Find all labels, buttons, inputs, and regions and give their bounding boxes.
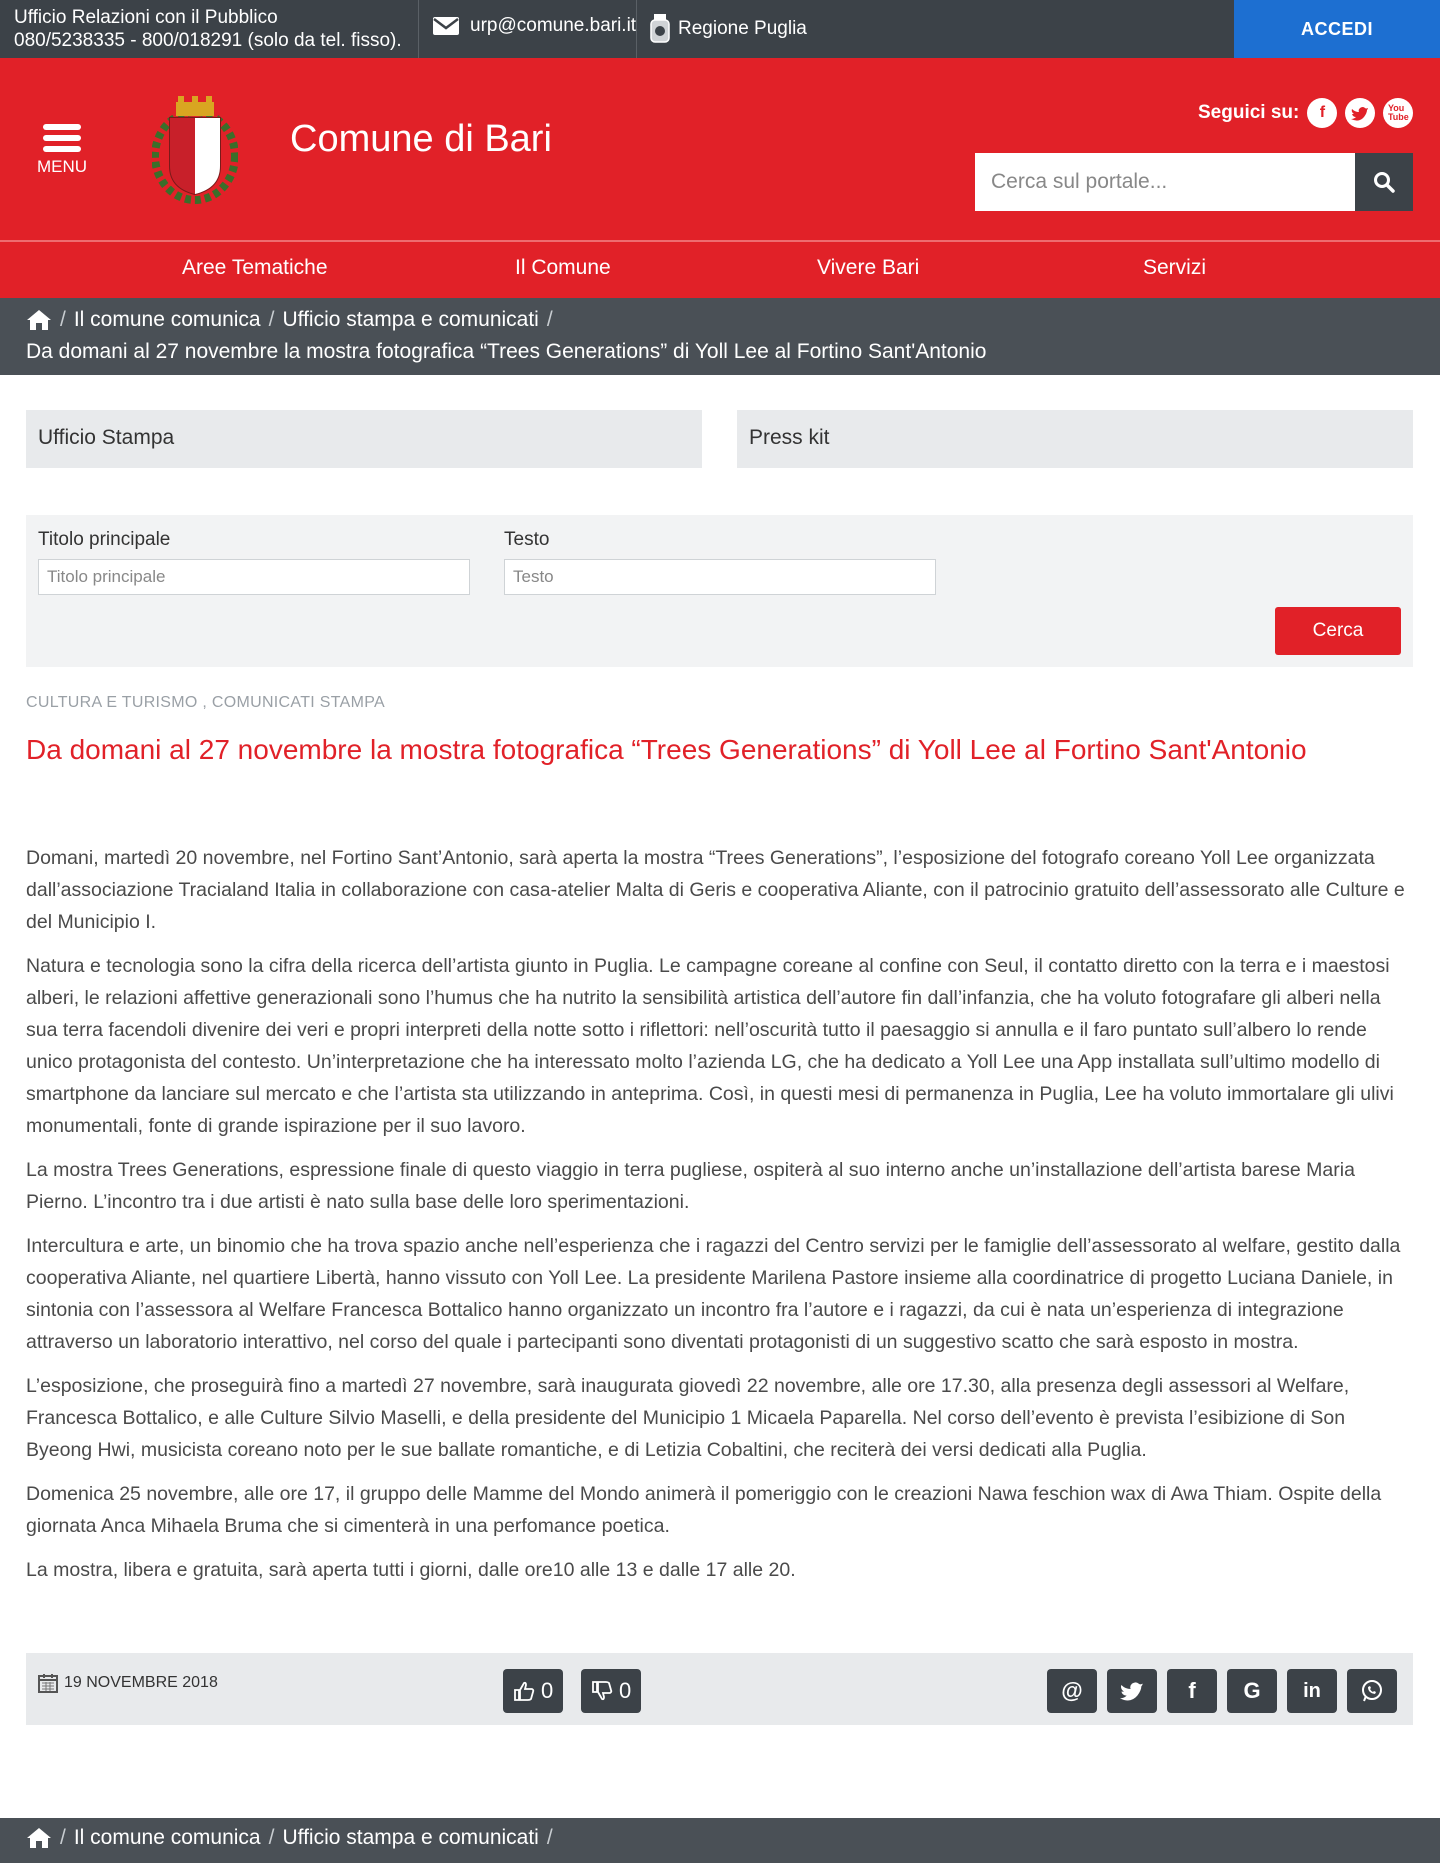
- share-twitter-button[interactable]: [1107, 1669, 1157, 1713]
- urp-title: Ufficio Relazioni con il Pubblico: [14, 7, 278, 28]
- share-linkedin-button[interactable]: [1287, 1669, 1337, 1713]
- title-field[interactable]: [38, 559, 470, 595]
- search-icon: [1373, 171, 1395, 193]
- social-follow: [1198, 98, 1413, 128]
- section-press-kit[interactable]: Press kit: [737, 410, 1413, 468]
- search-filter-form: [26, 515, 1413, 667]
- search-input[interactable]: [975, 153, 1355, 211]
- dislike-button[interactable]: [581, 1669, 641, 1713]
- region-crest-icon: [648, 12, 672, 46]
- like-count: 0: [541, 1678, 554, 1703]
- calendar-icon: [38, 1673, 58, 1693]
- at-icon: @: [1061, 1678, 1083, 1703]
- breadcrumb: [0, 298, 1440, 375]
- home-icon[interactable]: [26, 309, 52, 331]
- article-body: [26, 842, 1416, 1598]
- breadcrumb-separator: /: [268, 308, 275, 331]
- top-utility-bar: [0, 0, 1440, 58]
- email-link[interactable]: [432, 15, 636, 37]
- breadcrumb-current: Da domani al 27 novembre la mostra fotografica “Trees Generations” di Yoll Lee al Fortino Sant'Antonio: [26, 340, 987, 363]
- twitter-icon: [1120, 1681, 1144, 1701]
- hamburger-icon: [43, 124, 81, 130]
- portal-search: [975, 153, 1413, 211]
- article-categories[interactable]: CULTURA E TURISMO , COMUNICATI STAMPA: [26, 694, 385, 711]
- article-paragraph: Natura e tecnologia sono la cifra della ricerca dell’artista giunto in Puglia. Le campagne coreane al confine con Seul, il contatto diretto con la terra e i maestosi alberi, le relazioni affettive generazionali sono l’humus che ha nutrito la sensibilità artistica dell’autore fin dall’infanzia, che ha voluto fotografare gli alberi nella sua terra facendoli divenire dei veri e propri interpreti della notte sotto i riflettori: nell’oscurità tutto il paesaggio si annulla e il faro puntato sull’albero lo rende unico protagonista del contesto. Un’interpretazione che ha interessato molto l’azienda LG, che ha dedicato a Yoll Lee una App installata sull’ultimo modello di smartphone da lanciare sul mercato e che l’artista sta utilizzando in anteprima. Così, in questi mesi di permanenza in Puglia, Lee ha voluto immortalare gli ulivi monumentali, fonte di grande ispirazione per il suo lavoro.: [26, 955, 1394, 1137]
- hamburger-icon-bar: [43, 135, 81, 141]
- thumbs-down-icon: [591, 1680, 613, 1702]
- breadcrumb-separator: /: [60, 1826, 66, 1849]
- envelope-icon: [432, 16, 460, 36]
- nav-item-il-comune[interactable]: Il Comune: [515, 256, 611, 279]
- site-header: [0, 58, 1440, 240]
- whatsapp-icon: [1360, 1679, 1384, 1703]
- share-whatsapp-button[interactable]: [1347, 1669, 1397, 1713]
- article-paragraph: L’esposizione, che proseguirà fino a martedì 27 novembre, sarà inaugurata giovedì 22 novembre, alle ore 17.30, alla presenza degli assessori al Welfare, Francesca Bottalico, e alle Culture Silvio Maselli, e della presidente del Municipio 1 Micaela Paparella. Nel corso dell’evento è prevista l’esibizione di Son Byeong Hwi, musicista coreano noto per le sue ballate romantiche, e di Letizia Cobaltini, che reciterà dei versi dedicati alla Puglia.: [26, 1375, 1350, 1461]
- article-footer-bar: [26, 1653, 1413, 1725]
- share-google-button[interactable]: [1227, 1669, 1277, 1713]
- nav-item-servizi[interactable]: Servizi: [1143, 256, 1207, 279]
- dislike-count: 0: [619, 1678, 632, 1703]
- home-icon[interactable]: [26, 1827, 52, 1849]
- linkedin-icon: in: [1303, 1679, 1321, 1702]
- follow-label: Seguici su:: [1198, 102, 1300, 123]
- breadcrumb-item[interactable]: Il comune comunica: [73, 308, 261, 331]
- menu-button[interactable]: [34, 124, 90, 177]
- breadcrumb-separator: /: [546, 308, 553, 331]
- urp-phones: 080/5238335 - 800/018291 (solo da tel. fisso).: [14, 30, 402, 51]
- login-button[interactable]: ACCEDI: [1234, 0, 1440, 58]
- breadcrumb-separator: /: [268, 1826, 275, 1849]
- urp-contact: [14, 6, 402, 52]
- google-icon: G: [1243, 1678, 1261, 1703]
- main-nav: [0, 240, 1440, 298]
- article-title: Da domani al 27 novembre la mostra fotografica “Trees Generations” di Yoll Lee al Fortino Sant'Antonio: [26, 734, 1307, 765]
- facebook-icon[interactable]: f: [1307, 98, 1337, 128]
- article-paragraph: La mostra, libera e gratuita, sarà aperta tutti i giorni, dalle ore10 alle 13 e dalle 17 alle 20.: [26, 1559, 796, 1581]
- share-email-button[interactable]: [1047, 1669, 1097, 1713]
- article-paragraph: La mostra Trees Generations, espressione finale di questo viaggio in terra pugliese, ospiterà al suo interno anche un’installazione dell’artista barese Maria Pierno. L’incontro tra i due artisti è nato sulla base delle loro sperimentazioni.: [26, 1159, 1355, 1213]
- youtube-icon[interactable]: You Tube: [1383, 98, 1413, 128]
- region-text: Regione Puglia: [678, 18, 807, 39]
- filter-search-button[interactable]: Cerca: [1275, 607, 1401, 655]
- hamburger-icon-bar: [43, 146, 81, 152]
- breadcrumb-separator: /: [60, 308, 66, 331]
- date-text: 19 NOVEMBRE 2018: [64, 1674, 218, 1691]
- breadcrumb-separator: /: [546, 1826, 553, 1849]
- region-link[interactable]: [648, 12, 807, 46]
- like-button[interactable]: [503, 1669, 563, 1713]
- divider: [418, 0, 419, 58]
- article-paragraph: Intercultura e arte, un binomio che ha trova spazio anche nell’esperienza che i ragazzi del Centro servizi per le famiglie dell’assessorato al welfare, gestito dalla cooperativa Aliante, nel quartiere Libertà, hanno vissuto con Yoll Lee. La presidente Marilena Pastore insieme alla coordinatrice di progetto Luciana Daniele, in sintonia con l’assessora al Welfare Francesca Bottalico hanno organizzato un incontro fra l’autore e i ragazzi, da cui è nata un’esperienza di integrazione attraverso un laboratorio interattivo, nel corso del quale i partecipanti sono diventati protagonisti di un suggestivo scatto che sarà esposto in mostra.: [26, 1235, 1401, 1353]
- breadcrumb-bottom: [0, 1818, 1440, 1863]
- text-field-label: Testo: [504, 529, 550, 550]
- divider: [636, 0, 637, 58]
- section-ufficio-stampa[interactable]: Ufficio Stampa: [26, 410, 702, 468]
- article-paragraph: Domani, martedì 20 novembre, nel Fortino Sant’Antonio, sarà aperta la mostra “Trees Generations”, l’esposizione del fotografo coreano Yoll Lee organizzata dall’associazione Tracialand Italia in collaborazione con casa-atelier Malta di Geris e cooperativa Aliante, con il patrocinio gratuito dell’assessorato alle Culture e del Municipio I.: [26, 847, 1405, 933]
- search-button[interactable]: [1355, 153, 1413, 211]
- thumbs-up-icon: [513, 1680, 535, 1702]
- breadcrumb-item[interactable]: Il comune comunica: [73, 1826, 261, 1849]
- share-facebook-button[interactable]: [1167, 1669, 1217, 1713]
- breadcrumb-item[interactable]: Ufficio stampa e comunicati: [282, 1826, 539, 1849]
- nav-item-aree-tematiche[interactable]: Aree Tematiche: [182, 256, 328, 279]
- title-field-label: Titolo principale: [38, 529, 171, 550]
- email-text: urp@comune.bari.it: [470, 15, 637, 36]
- city-crest-logo[interactable]: [152, 96, 238, 204]
- twitter-icon[interactable]: [1345, 98, 1375, 128]
- breadcrumb-item[interactable]: Ufficio stampa e comunicati: [282, 308, 539, 331]
- facebook-icon: f: [1188, 1678, 1196, 1703]
- menu-label: MENU: [36, 157, 88, 176]
- site-title[interactable]: Comune di Bari: [290, 118, 552, 160]
- publish-date: [38, 1673, 218, 1693]
- nav-item-vivere-bari[interactable]: Vivere Bari: [817, 256, 920, 279]
- article-paragraph: Domenica 25 novembre, alle ore 17, il gruppo delle Mamme del Mondo animerà il pomeriggio con le creazioni Nawa feschion wax di Awa Thiam. Ospite della giornata Anca Mihaela Bruma che si cimenterà in una perfomance poetica.: [26, 1483, 1382, 1537]
- text-field[interactable]: [504, 559, 936, 595]
